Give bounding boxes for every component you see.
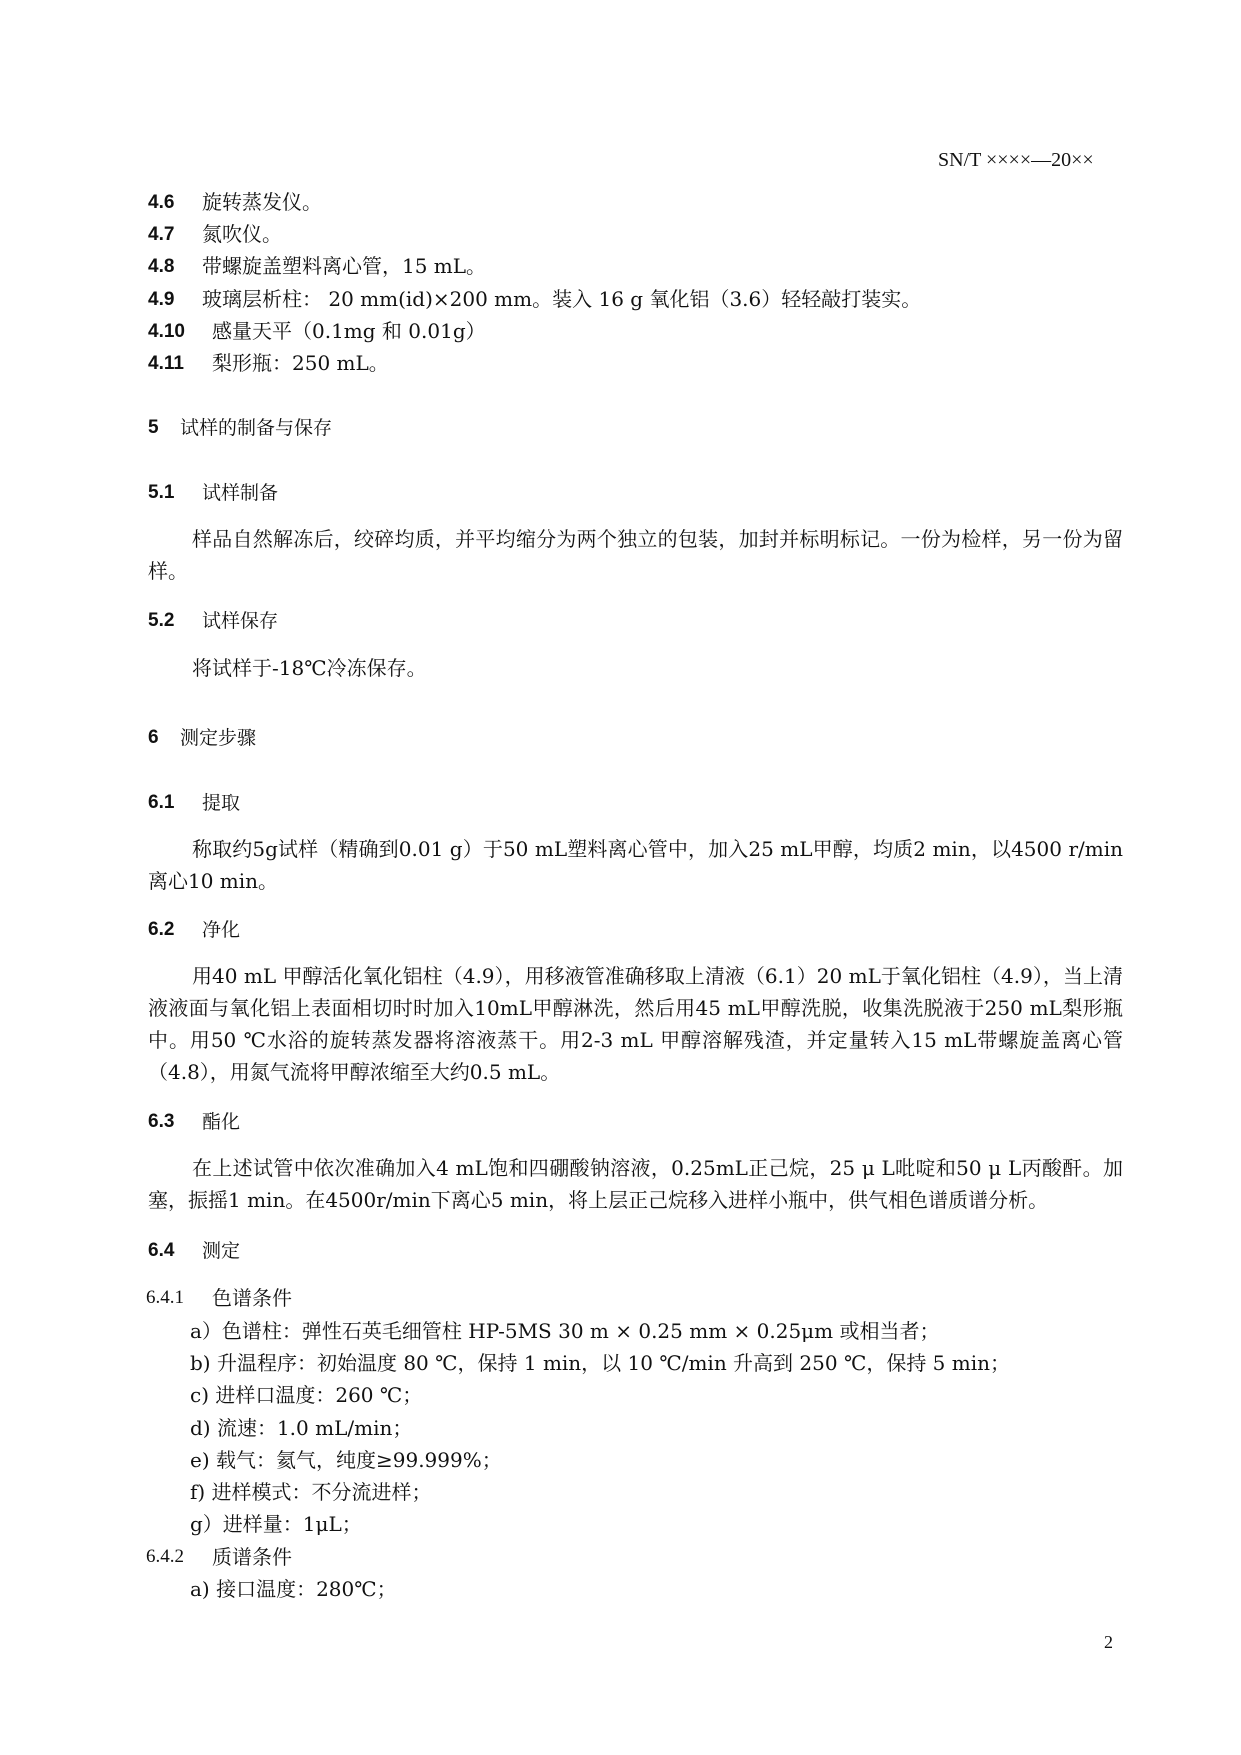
clause-title: 质谱条件 (212, 1545, 292, 1569)
subsection-title: 净化 (202, 919, 241, 941)
equipment-number: 4.11 (148, 353, 184, 374)
list-item: e) 载气：氦气，纯度≥99.999%； (190, 1448, 502, 1472)
section-number: 6 (148, 727, 159, 748)
subsection-number: 6.4 (148, 1240, 175, 1261)
subsection-number: 6.1 (148, 792, 175, 813)
list-item: c) 进样口温度：260 ℃； (190, 1383, 423, 1407)
paragraph: 用40 mL 甲醇活化氧化铝柱（4.9），用移液管准确移取上清液（6.1）20 mL于氧化铝柱（4.9），当上清液液面与氧化铝上表面相切时时加入10mL甲醇淋洗，然后用45 mL甲醇洗脱，收集洗脱液于250 mL梨形瓶中。用50 ℃水浴的旋转蒸发器将溶液蒸干。用2-3 mL 甲醇溶解残渣，并定量转入15 mL带螺旋盖离心管（4.8），用氮气流将甲醇浓缩至大约0.5 mL。 (148, 964, 1123, 1084)
clause-title: 色谱条件 (212, 1286, 292, 1310)
equipment-text: 感量天平（0.1mg 和 0.01g） (212, 319, 486, 343)
equipment-text: 氮吹仪。 (202, 222, 282, 246)
subsection-number: 5.1 (148, 482, 175, 503)
equipment-number: 4.9 (148, 289, 175, 310)
list-item: d) 流速：1.0 mL/min； (190, 1416, 413, 1440)
paragraph: 样品自然解冻后，绞碎均质，并平均缩分为两个独立的包装，加封并标明标记。一份为检样，另一份为留样。 (148, 527, 1123, 583)
page-number: 2 (1104, 1632, 1113, 1652)
subsection-title: 测定 (202, 1240, 241, 1262)
equipment-text: 玻璃层析柱： 20 mm(id)×200 mm。装入 16 g 氧化铝（3.6）轻轻敲打装实。 (202, 287, 922, 311)
list-item: a) 接口温度：280℃； (190, 1577, 397, 1601)
paragraph: 称取约5g试样（精确到0.01 g）于50 mL塑料离心管中，加入25 mL甲醇，均质2 min，以4500 r/min离心10 min。 (148, 837, 1123, 893)
subsection-number: 5.2 (148, 610, 175, 631)
equipment-text: 带螺旋盖塑料离心管，15 mL。 (202, 254, 487, 278)
equipment-number: 4.8 (148, 256, 175, 277)
list-item: b) 升温程序：初始温度 80 ℃，保持 1 min，以 10 ℃/min 升高到 250 ℃，保持 5 min； (190, 1351, 1010, 1375)
paragraph: 将试样于-18℃冷冻保存。 (192, 656, 427, 680)
list-item: f) 进样模式：不分流进样； (190, 1480, 432, 1504)
subsection-title: 提取 (202, 792, 241, 814)
equipment-number: 4.10 (148, 321, 185, 342)
subsection-number: 6.2 (148, 919, 175, 940)
section-number: 5 (148, 417, 159, 438)
equipment-number: 4.7 (148, 224, 175, 245)
subsection-title: 酯化 (202, 1111, 241, 1133)
equipment-number: 4.6 (148, 192, 175, 213)
clause-number: 6.4.1 (146, 1287, 184, 1308)
document-code: SN/T ××××—20×× (938, 149, 1094, 171)
clause-number: 6.4.2 (146, 1546, 184, 1567)
equipment-text: 旋转蒸发仪。 (202, 190, 322, 214)
section-title: 测定步骤 (180, 727, 257, 749)
list-item: g）进样量：1μL； (190, 1512, 362, 1536)
equipment-text: 梨形瓶：250 mL。 (212, 351, 389, 375)
section-title: 试样的制备与保存 (180, 417, 333, 439)
subsection-number: 6.3 (148, 1111, 175, 1132)
paragraph: 在上述试管中依次准确加入4 mL饱和四硼酸钠溶液，0.25mL正己烷，25 μ L吡啶和50 μ L丙酸酐。加塞，振摇1 min。在4500r/min下离心5 min，将上层正己烷移入进样小瓶中，供气相色谱质谱分析。 (148, 1156, 1123, 1212)
subsection-title: 试样制备 (202, 482, 279, 504)
subsection-title: 试样保存 (202, 610, 279, 632)
list-item: a）色谱柱：弹性石英毛细管柱 HP-5MS 30 m × 0.25 mm × 0.25μm 或相当者； (190, 1319, 940, 1343)
